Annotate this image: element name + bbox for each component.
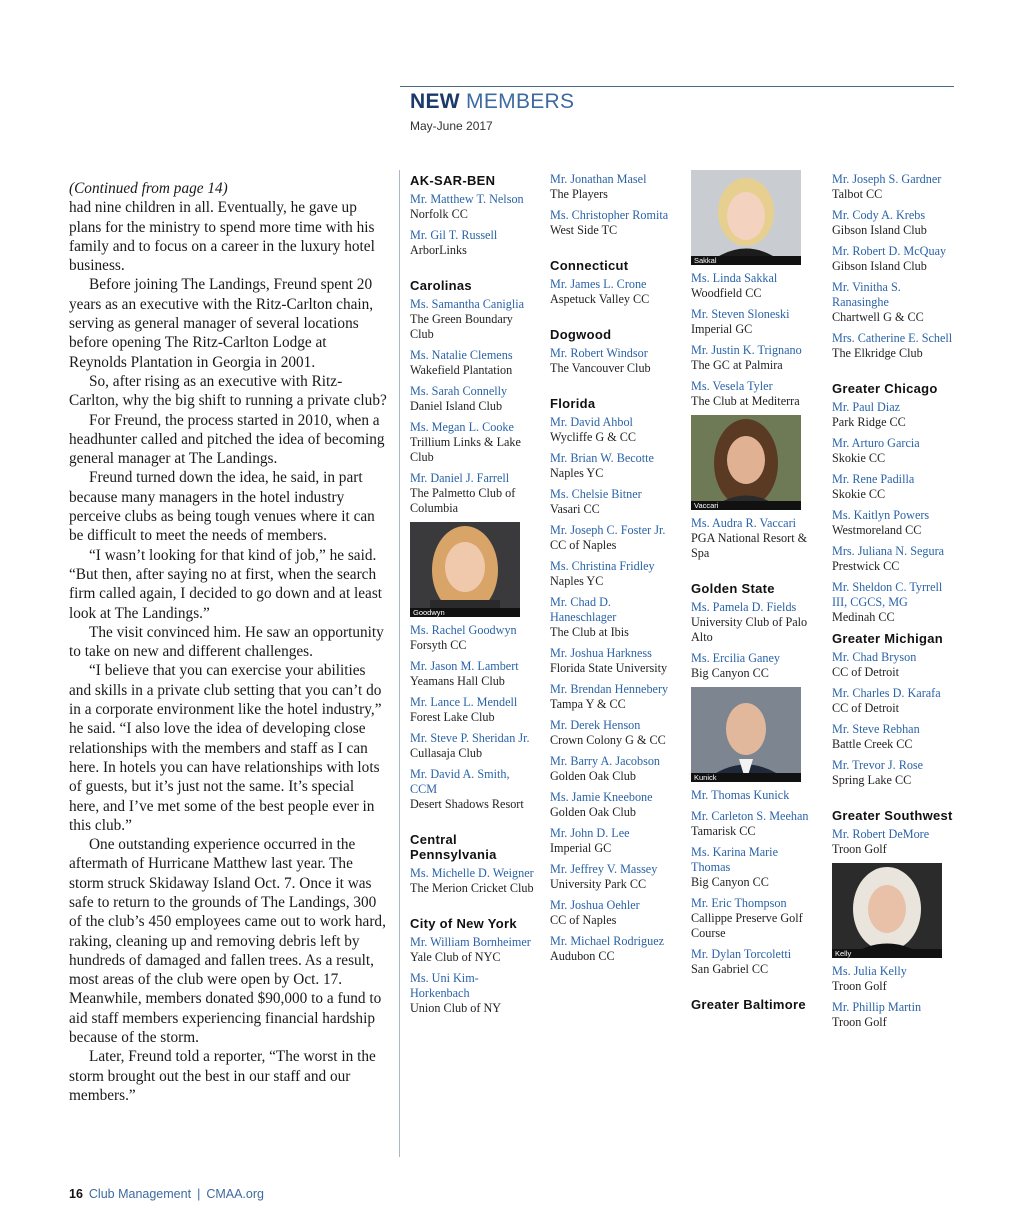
member-name: Ms. Vesela Tyler	[691, 379, 773, 393]
member-entry	[550, 208, 678, 238]
members-column-4	[832, 172, 960, 1036]
member-club: Troon Golf	[832, 979, 887, 993]
member-name: Ms. Michelle D. Weigner	[410, 866, 534, 880]
member-club: CC of Naples	[550, 913, 617, 927]
member-club: Troon Golf	[832, 842, 887, 856]
member-club: CC of Naples	[550, 538, 617, 552]
member-club: The Club at Mediterra	[691, 394, 800, 408]
member-name: Mr. Steve P. Sheridan Jr.	[410, 731, 530, 745]
member-club: Medinah CC	[832, 610, 895, 624]
member-name: Mr. Brendan Hennebery	[550, 682, 669, 696]
member-name: Mr. Robert Windsor	[550, 346, 648, 360]
member-entry	[410, 471, 538, 516]
region-heading: Central Pennsylvania	[410, 832, 497, 862]
member-club: Wakefield Plantation	[410, 363, 513, 377]
member-entry	[691, 651, 819, 681]
photo-caption: Goodwyn	[410, 608, 520, 617]
member-name: Mr. Matthew T. Nelson	[410, 192, 524, 206]
section-title-light: MEMBERS	[466, 90, 575, 113]
member-entry	[550, 754, 678, 784]
member-photo	[691, 170, 801, 265]
region-heading: Greater Chicago	[832, 381, 938, 396]
member-name: Mr. David A. Smith, CCM	[410, 767, 510, 796]
member-club: San Gabriel CC	[691, 962, 769, 976]
member-name: Ms. Julia Kelly	[832, 964, 907, 978]
member-club: Imperial GC	[691, 322, 753, 336]
member-entry	[832, 331, 960, 361]
page-number: 16	[69, 1187, 83, 1201]
member-name: Mr. Cody A. Krebs	[832, 208, 926, 222]
member-name: Mr. Vinitha S. Ranasinghe	[832, 280, 901, 309]
member-entry	[832, 722, 960, 752]
member-name: Mr. Eric Thompson	[691, 896, 787, 910]
member-name: Mr. Sheldon C. Tyrrell III, CGCS, MG	[832, 580, 943, 609]
member-name: Ms. Christina Fridley	[550, 559, 655, 573]
member-entry	[691, 845, 819, 890]
page-footer	[69, 1187, 264, 1201]
member-name: Ms. Karina Marie Thomas	[691, 845, 778, 874]
article-paragraph: The visit convinced him. He saw an opportunity to take on new and different challenges.	[69, 623, 384, 661]
member-name: Mrs. Catherine E. Schell	[832, 331, 953, 345]
member-name: Mr. James L. Crone	[550, 277, 647, 291]
member-entry	[410, 971, 538, 1016]
member-name: Mr. Paul Diaz	[832, 400, 901, 414]
member-entry	[550, 559, 678, 589]
region-heading: Connecticut	[550, 258, 629, 273]
region-heading: AK-SAR-BEN	[410, 173, 496, 188]
member-entry	[691, 947, 819, 977]
member-name: Ms. Ercilia Ganey	[691, 651, 781, 665]
member-name: Mr. Charles D. Karafa	[832, 686, 941, 700]
member-club: Big Canyon CC	[691, 875, 769, 889]
member-name: Mr. Rene Padilla	[832, 472, 915, 486]
article-paragraph: “I believe that you can exercise your abilities and skills in a private club setting that you can’t do in a corporate environment like the hotel industry,” he said. “I also love the idea of developing close relationships with the members and staff as I can here. In hotels you can have relationships with lots of guests, but it’s just not the same. It’s special here, and I’ve met some of the best people ever in this club.”	[69, 662, 382, 834]
article-paragraph: Freund turned down the idea, he said, in part because many managers in the hotel industry perceive clubs as being tough venues where it can be difficult to meet the needs of members.	[69, 469, 375, 545]
member-name: Mr. Joshua Harkness	[550, 646, 652, 660]
member-entry	[832, 244, 960, 274]
member-entry	[550, 415, 678, 445]
member-entry	[410, 659, 538, 689]
member-club: Tamarisk CC	[691, 824, 756, 838]
member-name: Mr. Michael Rodriguez	[550, 934, 665, 948]
continued-note: (Continued from page 14)	[69, 180, 228, 197]
member-club: Gibson Island Club	[832, 223, 927, 237]
member-name: Mr. Steven Sloneski	[691, 307, 790, 321]
member-entry	[550, 934, 678, 964]
member-entry	[550, 682, 678, 712]
member-entry	[691, 343, 819, 373]
article-paragraph: So, after rising as an executive with Ritz-Carlton, why the big shift to running a private club?	[69, 372, 387, 410]
member-club: Audubon CC	[550, 949, 615, 963]
member-name: Mr. Trevor J. Rose	[832, 758, 924, 772]
member-photo	[832, 863, 942, 958]
section-title-bold: NEW	[410, 90, 460, 113]
member-name: Ms. Christopher Romita	[550, 208, 669, 222]
member-name: Mr. Lance L. Mendell	[410, 695, 518, 709]
article-paragraph: For Freund, the process started in 2010, when a headhunter called and pitched the idea of becoming general manager at The Landings.	[69, 411, 385, 468]
member-name: Ms. Rachel Goodwyn	[410, 623, 517, 637]
member-entry	[410, 192, 538, 222]
member-name: Mr. Justin K. Trignano	[691, 343, 802, 357]
members-column-1	[410, 173, 538, 1022]
member-club: Desert Shadows Resort	[410, 797, 524, 811]
member-name: Ms. Linda Sakkal	[691, 271, 778, 285]
member-entry	[832, 436, 960, 466]
member-club: Norfolk CC	[410, 207, 468, 221]
member-club: Daniel Island Club	[410, 399, 503, 413]
member-club: CC of Detroit	[832, 701, 900, 715]
member-club: The Merion Cricket Club	[410, 881, 534, 895]
member-entry	[691, 379, 819, 409]
member-club: Park Ridge CC	[832, 415, 906, 429]
member-entry	[832, 472, 960, 502]
member-entry	[550, 172, 678, 202]
member-name: Mr. Jason M. Lambert	[410, 659, 519, 673]
member-entry	[832, 400, 960, 430]
member-name: Ms. Pamela D. Fields	[691, 600, 797, 614]
footer-separator: |	[197, 1187, 201, 1201]
region-heading: Golden State	[691, 581, 775, 596]
photo-caption: Kunick	[691, 773, 801, 782]
member-club: Vasari CC	[550, 502, 600, 516]
member-club: Imperial GC	[550, 841, 612, 855]
member-club: Union Club of NY	[410, 1001, 502, 1015]
member-entry	[832, 827, 960, 857]
region-heading: Greater Southwest	[832, 808, 953, 823]
member-entry	[691, 307, 819, 337]
member-entry	[410, 228, 538, 258]
photo-caption: Vaccari	[691, 501, 801, 510]
member-entry	[691, 516, 819, 561]
article-paragraph: Later, Freund told a reporter, “The worst in the storm brought out the best in our staff and our members.”	[69, 1048, 376, 1104]
member-entry	[410, 695, 538, 725]
member-name: Mr. Joseph C. Foster Jr.	[550, 523, 666, 537]
member-entry	[550, 595, 678, 640]
member-club: Cullasaja Club	[410, 746, 483, 760]
member-club: Crown Colony G & CC	[550, 733, 666, 747]
member-name: Mr. William Bornheimer	[410, 935, 531, 949]
member-club: Tampa Y & CC	[550, 697, 626, 711]
member-entry	[832, 650, 960, 680]
member-club: Naples YC	[550, 466, 604, 480]
member-entry	[550, 718, 678, 748]
article-paragraph: Before joining The Landings, Freund spent 20 years as an executive with the Ritz-Carlton chain, serving as general manager of several locations before opening The Ritz-Carlton Lodge at Reynolds Plantation in Georgia in 2001.	[69, 276, 374, 371]
member-name: Mr. Chad D. Haneschlager	[550, 595, 617, 624]
member-club: CC of Detroit	[832, 665, 900, 679]
member-club: Skokie CC	[832, 487, 886, 501]
member-name: Mr. Daniel J. Farrell	[410, 471, 510, 485]
member-entry	[832, 1000, 960, 1030]
member-club: Golden Oak Club	[550, 769, 636, 783]
region-heading: Carolinas	[410, 278, 472, 293]
member-club: Woodfield CC	[691, 286, 762, 300]
member-club: Talbot CC	[832, 187, 883, 201]
member-name: Mr. David Ahbol	[550, 415, 633, 429]
member-entry	[410, 348, 538, 378]
member-entry	[550, 487, 678, 517]
member-club: Golden Oak Club	[550, 805, 636, 819]
member-entry	[691, 788, 819, 803]
photo-caption: Kelly	[832, 949, 942, 958]
member-entry	[832, 208, 960, 238]
region-heading: Greater Michigan	[832, 631, 943, 646]
member-entry	[832, 686, 960, 716]
section-title	[410, 90, 574, 114]
article-paragraph: had nine children in all. Eventually, he gave up plans for the ministry to spend more time with his family and to focus on a career in the luxury hotel business.	[69, 199, 375, 275]
member-club: Battle Creek CC	[832, 737, 913, 751]
header-rule	[400, 86, 954, 87]
member-photo	[691, 687, 801, 782]
member-entry	[550, 826, 678, 856]
member-name: Mr. Brian W. Becotte	[550, 451, 654, 465]
member-club: Westmoreland CC	[832, 523, 922, 537]
member-name: Mr. Thomas Kunick	[691, 788, 790, 802]
member-entry	[410, 297, 538, 342]
member-entry	[691, 600, 819, 645]
member-club: University Club of Palo Alto	[691, 615, 808, 644]
member-club: Spring Lake CC	[832, 773, 912, 787]
photo-caption: Sakkal	[691, 256, 801, 265]
member-entry	[410, 623, 538, 653]
member-name: Ms. Natalie Clemens	[410, 348, 513, 362]
member-club: Aspetuck Valley CC	[550, 292, 650, 306]
region-heading: Dogwood	[550, 327, 612, 342]
member-entry	[691, 896, 819, 941]
member-name: Ms. Uni Kim-Horkenbach	[410, 971, 479, 1000]
website-link[interactable]: CMAA.org	[206, 1187, 264, 1201]
member-name: Ms. Megan L. Cooke	[410, 420, 514, 434]
member-name: Mr. Joseph S. Gardner	[832, 172, 942, 186]
member-name: Ms. Sarah Connelly	[410, 384, 508, 398]
member-club: Skokie CC	[832, 451, 886, 465]
article-body	[69, 179, 387, 1105]
member-name: Ms. Jamie Kneebone	[550, 790, 653, 804]
member-club: The Players	[550, 187, 608, 201]
member-club: Big Canyon CC	[691, 666, 769, 680]
member-entry	[410, 767, 538, 812]
member-club: Florida State University	[550, 661, 668, 675]
member-club: PGA National Resort & Spa	[691, 531, 808, 560]
member-club: ArborLinks	[410, 243, 467, 257]
member-club: Yale Club of NYC	[410, 950, 501, 964]
member-club: Naples YC	[550, 574, 604, 588]
member-photo	[410, 522, 520, 617]
member-entry	[832, 580, 960, 625]
member-name: Mr. Jonathan Masel	[550, 172, 647, 186]
member-name: Mr. Dylan Torcoletti	[691, 947, 792, 961]
member-entry	[550, 790, 678, 820]
member-club: Yeamans Hall Club	[410, 674, 505, 688]
region-heading: Greater Baltimore	[691, 997, 806, 1012]
member-club: The Palmetto Club of Columbia	[410, 486, 516, 515]
member-entry	[410, 384, 538, 414]
member-name: Ms. Kaitlyn Powers	[832, 508, 930, 522]
region-heading: City of New York	[410, 916, 517, 931]
member-name: Mr. Barry A. Jacobson	[550, 754, 661, 768]
member-club: University Park CC	[550, 877, 647, 891]
column-divider	[399, 170, 400, 1157]
member-club: Trillium Links & Lake Club	[410, 435, 521, 464]
member-club: Forest Lake Club	[410, 710, 495, 724]
member-club: The Club at Ibis	[550, 625, 629, 639]
member-club: The Vancouver Club	[550, 361, 651, 375]
article-paragraph: One outstanding experience occurred in the aftermath of Hurricane Matthew last year. The storm struck Skidaway Island Oct. 7. Once it was safe to return to the grounds of The Landings, 300 of the club’s 450 employees came out to work hard, raking, cleaning up and removing debris left by hundreds of damaged and fallen trees. As a result, most areas of the club were open by Oct. 17. Meanwhile, members donated $90,000 to a fund to aid staff members experiencing financial hardship because of the storm.	[69, 836, 386, 1047]
member-name: Mr. John D. Lee	[550, 826, 630, 840]
member-club: Gibson Island Club	[832, 259, 927, 273]
member-name: Mr. Gil T. Russell	[410, 228, 498, 242]
member-name: Mr. Robert DeMore	[832, 827, 930, 841]
member-club: The Elkridge Club	[832, 346, 923, 360]
member-entry	[832, 280, 960, 325]
member-entry	[691, 809, 819, 839]
member-club: Chartwell G & CC	[832, 310, 924, 324]
article-paragraph: “I wasn’t looking for that kind of job,” he said. “But then, after saying no at first, when the search firm called again, I decided to go down and at least look at The Landings.”	[69, 546, 383, 622]
member-club: Troon Golf	[832, 1015, 887, 1029]
member-entry	[832, 172, 960, 202]
member-club: Forsyth CC	[410, 638, 467, 652]
member-name: Mr. Phillip Martin	[832, 1000, 922, 1014]
member-name: Mr. Derek Henson	[550, 718, 641, 732]
member-entry	[550, 346, 678, 376]
member-entry	[550, 523, 678, 553]
member-club: West Side TC	[550, 223, 618, 237]
member-entry	[691, 271, 819, 301]
member-entry	[410, 731, 538, 761]
member-entry	[550, 898, 678, 928]
members-column-2	[550, 172, 678, 970]
member-name: Mr. Chad Bryson	[832, 650, 917, 664]
member-entry	[550, 646, 678, 676]
region-heading: Florida	[550, 396, 596, 411]
member-name: Ms. Audra R. Vaccari	[691, 516, 797, 530]
member-entry	[410, 866, 538, 896]
member-club: Prestwick CC	[832, 559, 900, 573]
member-club: The Green Boundary Club	[410, 312, 513, 341]
member-entry	[550, 451, 678, 481]
member-name: Mrs. Juliana N. Segura	[832, 544, 945, 558]
member-name: Ms. Chelsie Bitner	[550, 487, 642, 501]
publication-name: Club Management	[88, 1187, 192, 1201]
member-name: Ms. Samantha Caniglia	[410, 297, 525, 311]
member-name: Mr. Robert D. McQuay	[832, 244, 947, 258]
issue-date: May-June 2017	[410, 119, 493, 133]
member-entry	[832, 508, 960, 538]
members-column-3	[691, 170, 819, 1016]
member-entry	[550, 277, 678, 307]
member-entry	[832, 758, 960, 788]
member-club: Callippe Preserve Golf Course	[691, 911, 803, 940]
member-entry	[410, 935, 538, 965]
member-club: Wycliffe G & CC	[550, 430, 637, 444]
member-photo	[691, 415, 801, 510]
member-entry	[550, 862, 678, 892]
member-entry	[832, 544, 960, 574]
member-name: Mr. Steve Rebhan	[832, 722, 920, 736]
member-club: The GC at Palmira	[691, 358, 783, 372]
member-name: Mr. Jeffrey V. Massey	[550, 862, 658, 876]
member-name: Mr. Joshua Oehler	[550, 898, 640, 912]
member-entry	[410, 420, 538, 465]
member-name: Mr. Arturo Garcia	[832, 436, 920, 450]
member-name: Mr. Carleton S. Meehan	[691, 809, 809, 823]
member-entry	[832, 964, 960, 994]
